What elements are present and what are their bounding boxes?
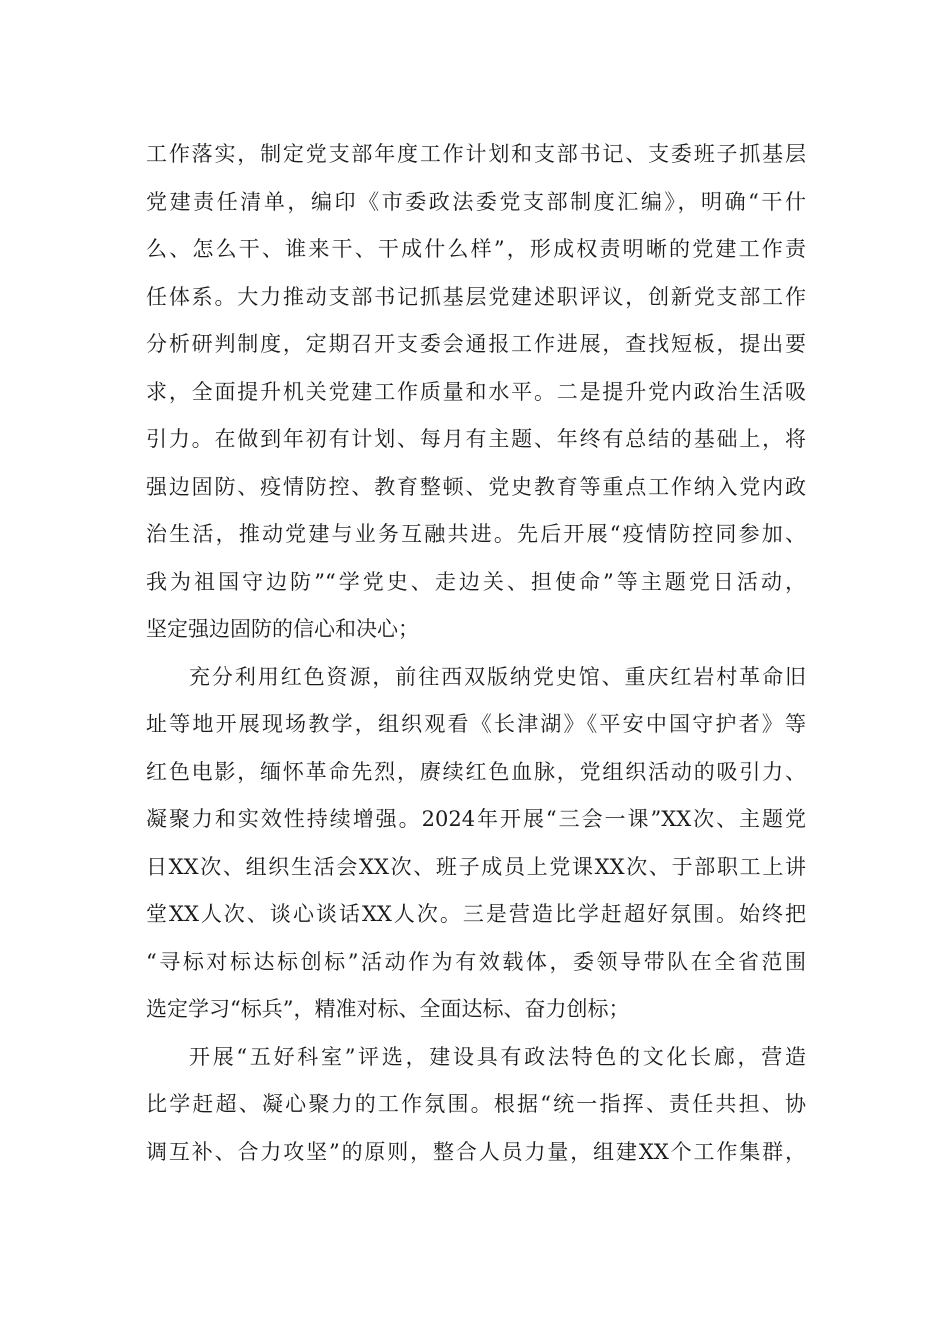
text-line: 选定学习“标兵”，精准对标、全面达标、奋力创标；: [146, 997, 630, 1021]
text-line: 调互补、合力攻坚”的原则，整合人员力量，组建XX个工作集群，: [146, 1139, 806, 1164]
text-line: 求，全面提升机关党建工作质量和水平。二是提升党内政治生活吸: [146, 379, 806, 404]
text-line: 充分利用红色资源，前往西双版纳党史馆、重庆红岩村革命旧: [189, 664, 806, 689]
text-line: 强边固防、疫情防控、教育整顿、党史教育等重点工作纳入党内政: [146, 474, 806, 499]
text-line: 治生活，推动党建与业务互融共进。先后开展“疫情防控同参加、: [146, 522, 806, 546]
text-line: 工作落实，制定党支部年度工作计划和支部书记、支委班子抓基层: [146, 142, 806, 166]
text-line: 日XX次、组织生活会XX次、班子成员上党课XX次、于部职工上讲: [146, 854, 806, 879]
text-line: 红色电影，缅怀革命先烈，赓续红色血脉，党组织活动的吸引力、: [146, 759, 806, 784]
text-line: 址等地开展现场教学，组织观看《长津湖》《平安中国守护者》等: [146, 712, 806, 736]
text-line: 我为祖国守边防”“学党史、走边关、担使命”等主题党日活动，: [146, 569, 806, 594]
text-line: 坚定强边固防的信心和决心；: [146, 617, 419, 641]
text-line: 引力。在做到年初有计划、每月有主题、年终有总结的基础上，将: [146, 427, 806, 451]
text-line: “寻标对标达标创标”活动作为有效载体，委领导带队在全省范围: [146, 949, 806, 974]
text-line: 凝聚力和实效性持续增强。2024年开展“三会一课”XX次、主题党: [146, 807, 806, 831]
text-line: 党建责任清单，编印《市委政法委党支部制度汇编》，明确“干什: [146, 189, 806, 214]
text-line: 分析研判制度，定期召开支委会通报工作进展，查找短板，提出要: [146, 332, 806, 356]
document-body: [146, 131, 806, 1176]
text-line: 比学赶超、凝心聚力的工作氛围。根据“统一指挥、责任共担、协: [146, 1092, 806, 1116]
text-line: 任体系。大力推动支部书记抓基层党建述职评议，创新党支部工作: [146, 284, 806, 309]
text-line: 堂XX人次、谈心谈话XX人次。三是营造比学赶超好氛围。始终把: [146, 902, 806, 926]
text-line: 么、怎么干、谁来干、干成什么样”，形成权责明晰的党建工作责: [146, 237, 806, 261]
text-line: 开展“五好科室”评选，建设具有政法特色的文化长廊，营造: [189, 1044, 806, 1069]
